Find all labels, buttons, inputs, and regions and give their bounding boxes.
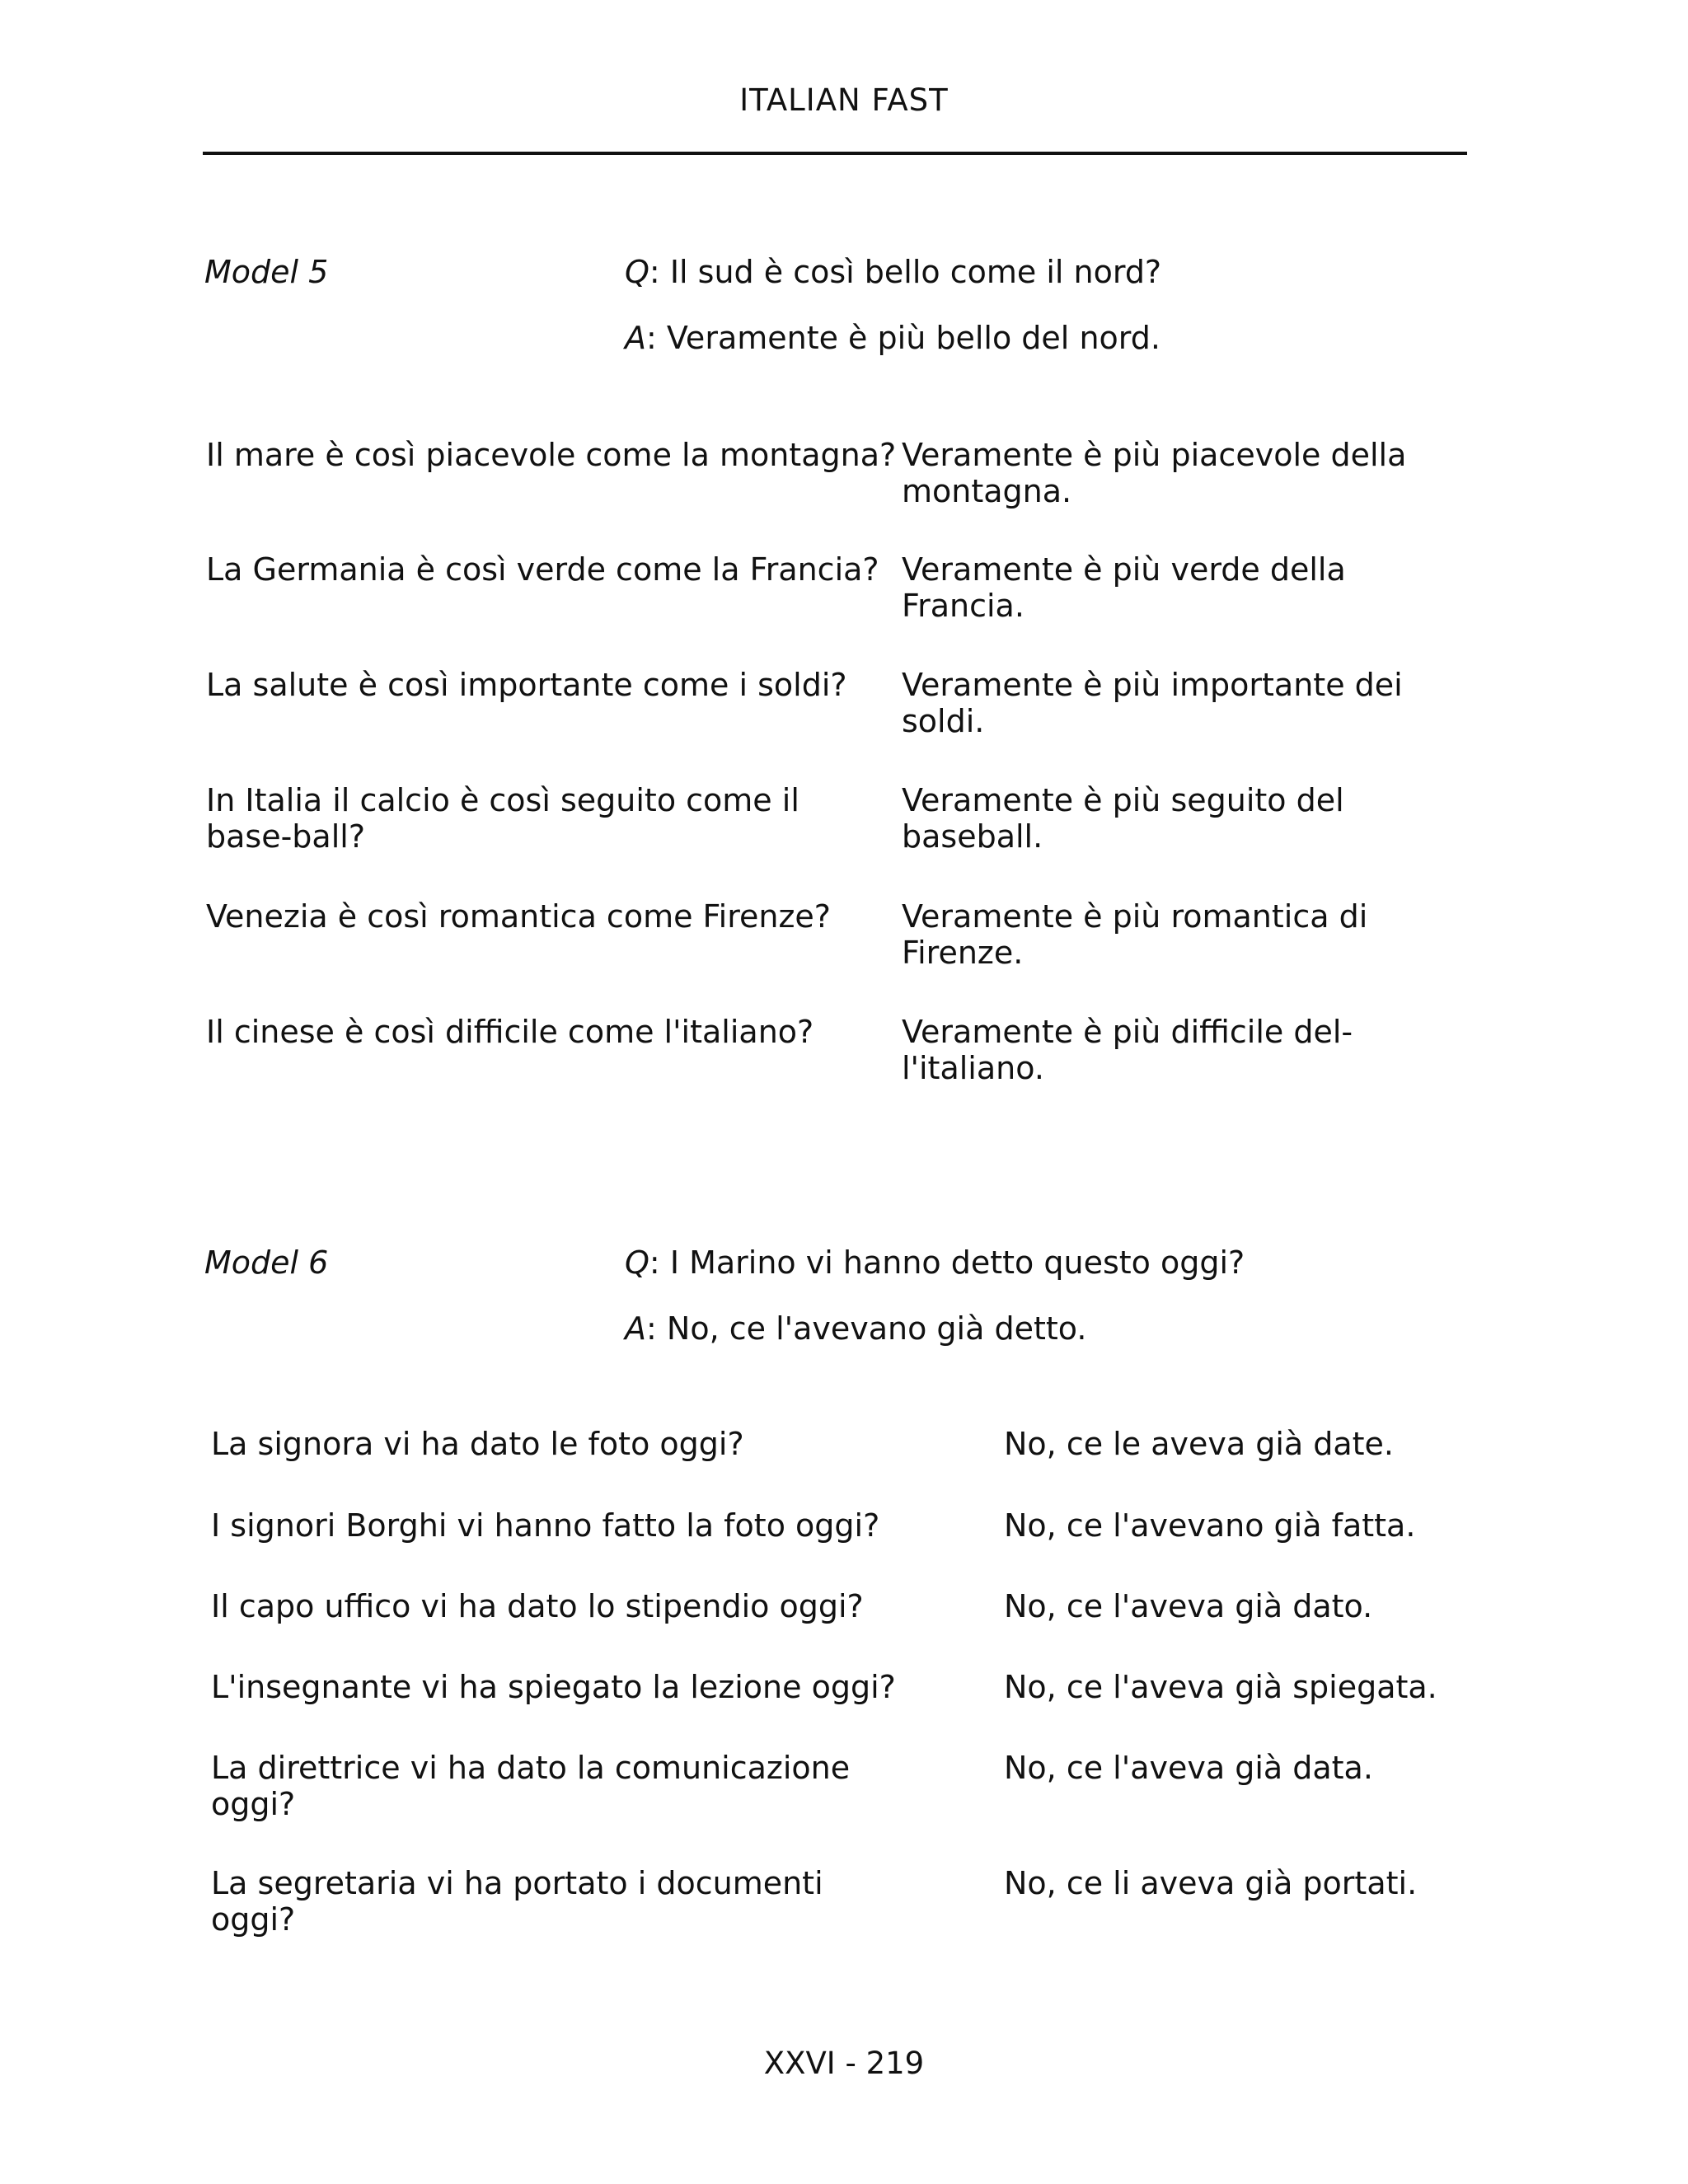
model5-item-question: In Italia il calcio è così seguito come il base-ball?	[206, 782, 799, 855]
model6-item-answer: No, ce le aveva già date.	[1004, 1426, 1395, 1462]
model5-q-colon: :	[649, 254, 670, 290]
model6-item-answer: No, ce l'avevano già fatta.	[1004, 1507, 1416, 1544]
model5-item-answer: Veramente è più piacevole della montagna.	[902, 437, 1407, 509]
model6-item-question: La direttrice vi ha dato la comunicazione oggi?	[211, 1750, 851, 1822]
model5-item-answer: Veramente è più verde della Francia.	[902, 551, 1346, 624]
model6-a-colon: :	[646, 1310, 667, 1347]
model6-item-question: L'insegnante vi ha spiegato la lezione oggi?	[211, 1669, 896, 1705]
model5-item-question: La salute è così importante come i soldi?	[206, 667, 847, 703]
model5-answer	[625, 320, 1160, 356]
model5-item-answer: Veramente è più difficile del-l'italiano.	[902, 1014, 1353, 1086]
model5-item-question: La Germania è così verde come la Francia?	[206, 551, 879, 588]
model6-item-question: La segretaria vi ha portato i documenti oggi?	[211, 1865, 823, 1938]
model5-q-key: Q	[625, 254, 649, 290]
model6-item-question: La signora vi ha dato le foto oggi?	[211, 1426, 744, 1462]
header-title: ITALIAN FAST	[739, 82, 949, 118]
model6-question	[625, 1244, 1245, 1281]
page-number: XXVI - 219	[763, 2046, 925, 2081]
model6-q-key: Q	[625, 1244, 649, 1281]
model6-q-text: I Marino vi hanno detto questo oggi?	[669, 1244, 1245, 1281]
model5-item-question: Venezia è così romantica come Firenze?	[206, 898, 831, 935]
model5-a-key: A	[625, 320, 646, 356]
model5-question	[625, 254, 1161, 290]
model5-a-text: Veramente è più bello del nord.	[666, 320, 1160, 356]
model6-item-answer: No, ce l'aveva già spiegata.	[1004, 1669, 1437, 1705]
model5-item-question: Il cinese è così difficile come l'italiano?	[206, 1014, 814, 1050]
model6-item-question: Il capo uffico vi ha dato lo stipendio oggi?	[211, 1588, 864, 1624]
header-rule	[203, 152, 1467, 155]
model6-label: Model 6	[204, 1244, 329, 1281]
model5-item-answer: Veramente è più romantica di Firenze.	[902, 898, 1368, 971]
model5-q-text: Il sud è così bello come il nord?	[669, 254, 1162, 290]
model5-item-question: Il mare è così piacevole come la montagna?	[206, 437, 897, 473]
model5-label: Model 5	[204, 254, 329, 290]
model5-item-answer: Veramente è più seguito del baseball.	[902, 782, 1344, 855]
model6-a-text: No, ce l'avevano già detto.	[666, 1310, 1087, 1347]
model6-item-answer: No, ce l'aveva già dato.	[1004, 1588, 1373, 1624]
model6-answer	[625, 1310, 1086, 1347]
model6-item-answer: No, ce l'aveva già data.	[1004, 1750, 1373, 1786]
model5-item-answer: Veramente è più importante dei soldi.	[902, 667, 1403, 739]
model6-q-colon: :	[649, 1244, 670, 1281]
model6-item-question: I signori Borghi vi hanno fatto la foto oggi?	[211, 1507, 880, 1544]
model5-a-colon: :	[646, 320, 667, 356]
model6-a-key: A	[625, 1310, 646, 1347]
model6-item-answer: No, ce li aveva già portati.	[1004, 1865, 1418, 1901]
